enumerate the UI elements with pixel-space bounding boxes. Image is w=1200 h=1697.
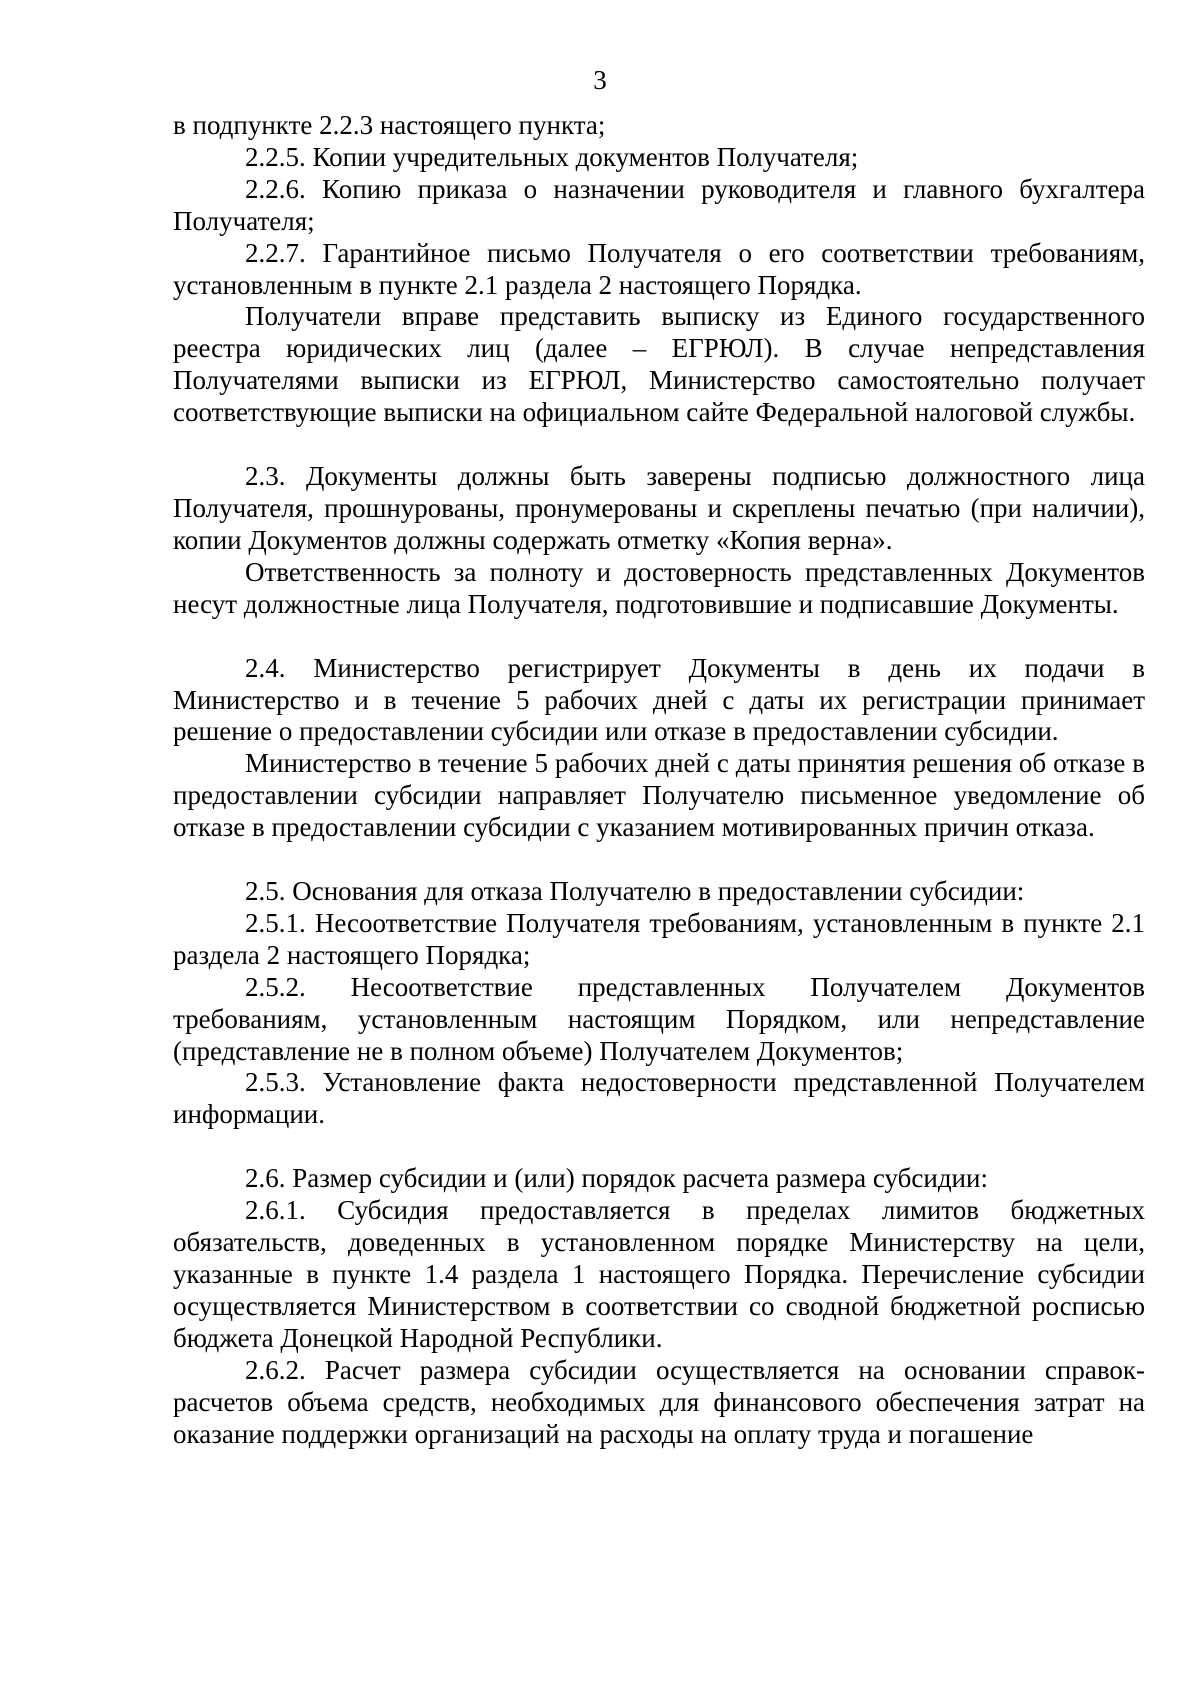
paragraph: 2.4. Министерство регистрирует Документы в день их подачи в Министерство и в течение 5 рабочих дней с даты их регистрации принимает решение о предоставлении субсидии или отказе в предоставлении субсидии. bbox=[173, 652, 1145, 747]
page-number: 3 bbox=[593, 65, 607, 95]
paragraph: Министерство в течение 5 рабочих дней с даты принятия решения об отказе в предоставлении субсидии направляет Получателю письменное уведомление об отказе в предоставлении субсидии с указанием мотивированных причин отказа. bbox=[173, 748, 1145, 843]
paragraph: 2.2.7. Гарантийное письмо Получателя о его соответствии требованиям, установленным в пункте 2.1 раздела 2 настоящего Порядка. bbox=[173, 237, 1145, 300]
paragraph: 2.5.3. Установление факта недостоверности представленной Получателем информации. bbox=[173, 1067, 1145, 1130]
document-body bbox=[173, 110, 1145, 1450]
paragraph: 2.2.5. Копии учредительных документов Получателя; bbox=[245, 141, 859, 172]
paragraph: 2.3. Документы должны быть заверены подписью должностного лица Получателя, прошнурованы, пронумерованы и скреплены печатью (при наличии), копии Документов должны содержать отметку «Копия верна». bbox=[173, 461, 1145, 555]
paragraph: 2.5.1. Несоответствие Получателя требованиям, установленным в пункте 2.1 раздела 2 настоящего Порядка; bbox=[173, 907, 1145, 970]
paragraph: 2.6.2. Расчет размера субсидии осуществляется на основании справок-расчетов объема средств, необходимых для финансового обеспечения затрат на оказание поддержки организаций на расходы на оплату труда и погашение bbox=[173, 1354, 1145, 1449]
paragraph: 2.2.6. Копию приказа о назначении руководителя и главного бухгалтера Получателя; bbox=[173, 173, 1145, 236]
paragraph: 2.5.2. Несоответствие представленных Получателем Документов требованиям, установленным настоящим Порядком, или непредставление (представление не в полном объеме) Получателем Документов; bbox=[173, 971, 1145, 1066]
paragraph: 2.6. Размер субсидии и (или) порядок расчета размера субсидии: bbox=[245, 1163, 988, 1194]
paragraph: 2.5. Основания для отказа Получателю в предоставлении субсидии: bbox=[245, 876, 1025, 907]
paragraph: Ответственность за полноту и достоверность представленных Документов несут должностные лица Получателя, подготовившие и подписавшие Документы. bbox=[173, 556, 1145, 619]
paragraph: Получатели вправе представить выписку из Единого государственного реестра юридических лиц (далее – ЕГРЮЛ). В случае непредставления Получателями выписки из ЕГРЮЛ, Министерство самостоятельно получает соответствующие выписки на официальном сайте Федеральной налоговой службы. bbox=[173, 301, 1145, 428]
paragraph: 2.6.1. Субсидия предоставляется в пределах лимитов бюджетных обязательств, доведенных в установленном порядке Министерству на цели, указанные в пункте 1.4 раздела 1 настоящего Порядка. Перечисление субсидии осуществляется Министерством в соответствии со сводной бюджетной росписью бюджета Донецкой Народной Республики. bbox=[173, 1195, 1145, 1353]
paragraph: в подпункте 2.2.3 настоящего пункта; bbox=[173, 110, 606, 140]
